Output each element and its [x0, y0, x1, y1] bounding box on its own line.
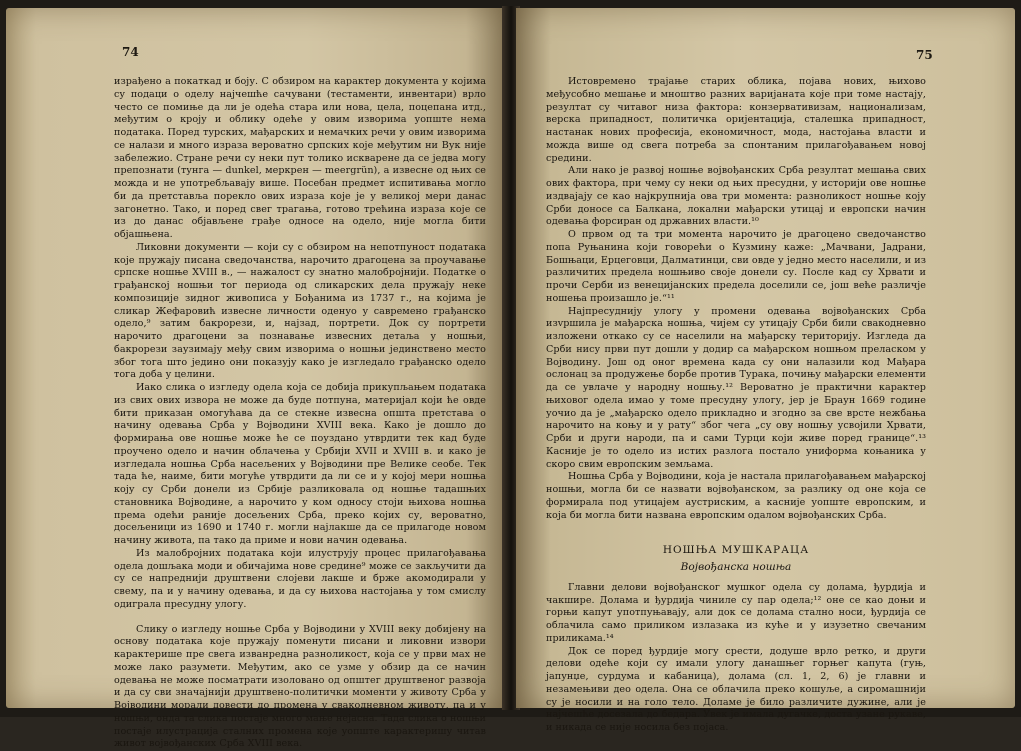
left-page: [6, 8, 506, 708]
page-number-left: 74: [122, 45, 139, 59]
paragraph: Док се поред ђурдије могу срести, додуше врло ретко, и други делови одеће који су имали улогу данашњег горњег капута (гуњ, јапунџе, сурдума и кабаница), долама (сл. 1, 2, 6) је главни и незамењиви део одела. Она се облачила преко кошуље, а сиромашнији су је носили и на голо тело. Доламе је било различите дужине, али је најчешће досезала до бедара. Увек је имала дугачке, доста узане рукаве, и никада се није носила без појаса.: [546, 646, 926, 735]
paragraph: Истовремено трајање старих облика, појава нових, њихово међусобно мешање и мноштво разних варијаната које при томе настају, резултат су читавог низа фактора: конзервативизам, национализам, верска припадност, политичка оријентација, сталешка припадност, настанак нових професија, економичност, мода, настојања власти и можда више од свега потреба за спонтаним прилагођавањем новој средини.: [546, 76, 926, 165]
section-heading: НОШЊА МУШКАРАЦА: [546, 544, 926, 557]
paragraph: Најпресуднију улогу у промени одевања војвођанских Срба изvршила је мађарска ношња, чијем су утицају Срби били свакодневно изложени откако су се населили на мађарску територију. Изгледа да Срби нису први пут дошли у додир са мађарском ношњом преласком у Војводину. Још од оног времена када су они налазили код Мађара ослонац за продужење борбе против Турака, почињу мађарски елементи да се увлаче у народну ношњу.¹² Вероватно је практични карактер њиховог одела имао у томе пресудну улогу, јер је Браун 1669 године уочио да је „мађарско одело прикладно и згодно за све врсте нежбања нарочито на коњу и у рату“ због чега „су ову ношњу усвојили Хрвати, Срби и други народи, па и сами Турци који живе поред границе“.¹³ Касније је то одело из истих разлога постало униформа коњаника у скоро свим европским земљама.: [546, 306, 926, 472]
paragraph: О првом од та три момента нарочито је драгоцено сведочанство попа Руњанина који говорећи о Кузмину каже: „Мачвани, Јадрани, Бошњаци, Ерцеговци, Далматинци, сви овде у једно место населили, и из различитих предела ношњиво своје донели су. После кад су Хрвати и прочи Серби из венецијанских предела доселили се, још веће различје ношења произашло је.“¹¹: [546, 229, 926, 306]
paragraph: Ликовни документи — који су с обзиром на непотпуност података које пружају писана сведочанства, нарочито драгоцена за проучавање српске ношње XVIII в., — нажалост су знатно малобројнији. Податке о грађанској ношњи тог периода од сликарских дела пружају неке композиције зидног живописа у Бођанима из 1737 г., на којима је сликар Жефаровић извесне личности оденуо у савремено грађанско одело,⁹ затим бакрорези, и, најзад, портрети. Док су портрети нарочито драгоцени за познавање извесних детаља у ношњи, бакрорези заузимају међу свим изворима о ношњи јединствено место због тога што једино они показују како је изгледало грађанско одело тога доба у целини.: [114, 242, 486, 382]
paragraph: Из малобројних података који илуструју процес прилагођавања одела дошљака моди и обичајима нове средине⁹ може се закључити да су се напреднији друштвени слојеви лакше и брже акомодирали у свему, па и у начину одевања, и да су њихова настојања у том смислу одиграла пресудну улогу.: [114, 548, 486, 612]
paragraph: Слику о изгледу ношње Срба у Војводини у XVIII веку добијену на основу података које пружају поменути писани и ликовни извори карактерише пре свега изванредна разноликост, која се у први мах не може лако разумети. Међутим, ако се узме у обзир да се начин одевања не може посматрати изоловано од општег друштвеног развоја и да су сви значајнији друштвено-политички моменти у животу Срба у Војводини морали довести до промена у свакодневном животу, па и у ношњи, онда та слика постаје много мање нејасна. Тада слика о ношњи постаје илустрација сталних промена које уопште карактеришу читав живот војвођанских Срба XVIII века.: [114, 624, 486, 751]
paragraph: израђено а покаткад и боју. С обзиром на карактер документа у којима су подаци о оделу најчешће сачувани (тестаменти, инвентари) врло често се помиње да ли је одећа стара или нова, цела, поцепана итд., међутим о крoју и облику одеће у овим изворима уопште нема података. Поред турских, мађарских и немачких речи у овим изворима се налази и много израза вероватно српских које међутим ни Вук није забележио. Стране речи су неки пут толико искварене да се једва могу препознати (тунга — dunkel, меркрен — meergrün), а извесне од њих се можда и не употребљавају више. Посебан предмет испитивања могло би да претставља порекло ових израза које је у великој мери данас загонетно. Тако, и поред свег трагања, готово трећина израза које се из до данас објављене грађе односе на одело, није могла бити објашњена.: [114, 76, 486, 242]
section-subheading: Војвођанска ношња: [546, 561, 926, 574]
page-number-right: 75: [916, 48, 933, 62]
paragraph: Иако слика о изгледу одела која се добија прикупљањем података из свих ових извора не може да буде потпуна, материјал који ће овде бити приказан омогућава да се стекне извесна општа претстава о начину одевања Срба у Војводини XVIII века. Како је дошло до формирања ове ношње може ће се поуздано утврдити тек кад буде проучено одело и начин облачења у Србији XVII и XVIII в. и како је изгледала ношња Срба насељених у Војводини пре Велике сеобе. Тек тада ће, наиме, бити могуће утврдити да ли се и у којој мери ношња коју су Срби донели из Србије разликовала од ношње тадашњих становника Војводине, а нарочито у ком односу стоји њихова ношња према одећи раније досељених Срба, преко којих су, вероватно, досељеници из 1690 и 1740 г. могли најлакше да се прилагоде новом начину живота, па тако да приме и нови начин одевања.: [114, 382, 486, 548]
right-page: [516, 8, 1015, 708]
right-page-text: [546, 76, 926, 735]
paragraph: Главни делови војвођанског мушког одела су долама, ђурдија и чакшире. Долама и ђурдија чиниле су пар одела;¹² оне се као доњи и горњи капут употпуњавају, али док се долама стално носи, ђурдија се облачила само приликом излазака из куће и у изузетно свечаним приликама.¹⁴: [546, 582, 926, 646]
paragraph: Али нако је развој ношње војвођанских Срба резултат мешања свих ових фактора, при чему су неки од њих пресудни, у историји ове ношње издвајају се као најкрупнија ова три момента: разноликост ношње коју Срби доносе са Балкана, локални мађарски утицај и европски начин одевања форсиран од државних власти.¹⁰: [546, 165, 926, 229]
left-page-text: [114, 76, 486, 751]
paragraph: Ношња Срба у Војводини, која је настала прилагођавањем мађарској ношњи, могла би се назвати војвођанском, за разлику од оне која се формирала под утицајем аустриским, а касније уопште европским, и која би могла бити названа европским одалом војвођанских Срба.: [546, 471, 926, 522]
